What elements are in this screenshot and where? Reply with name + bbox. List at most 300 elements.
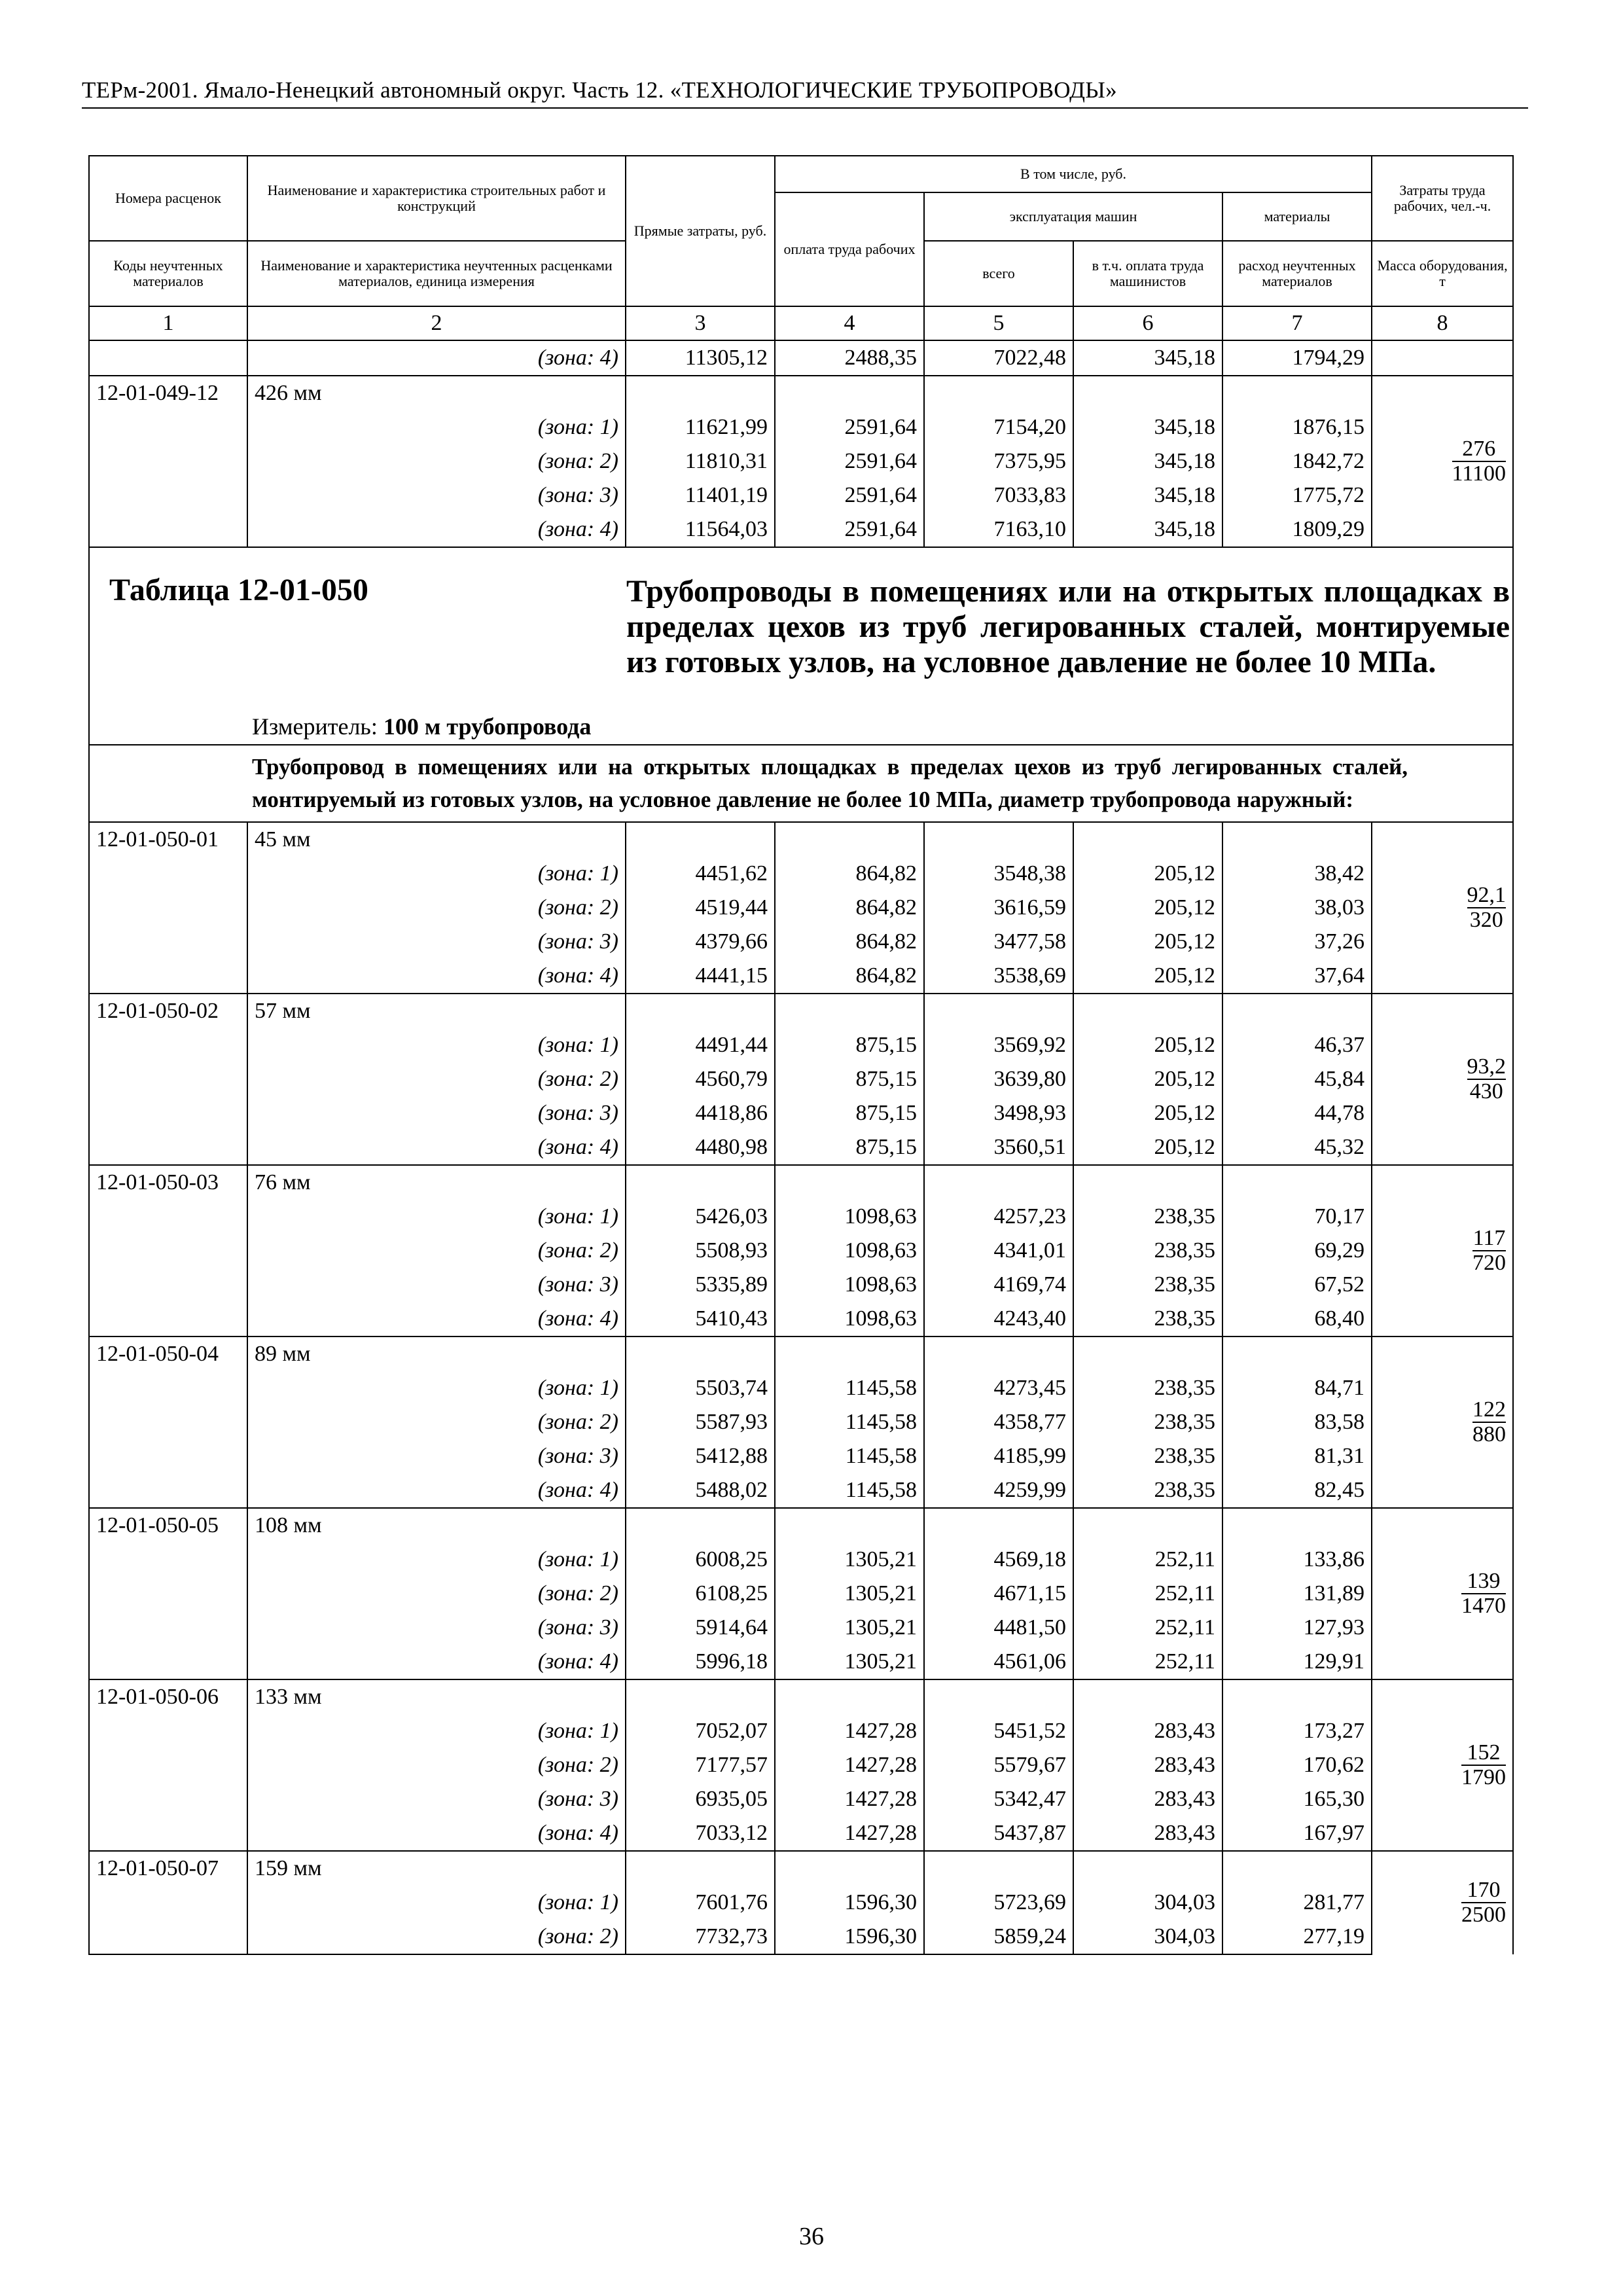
empty-cell xyxy=(89,410,247,444)
rate-row xyxy=(89,1336,1513,1371)
empty-cell xyxy=(89,1028,247,1062)
operators-cost: 205,12 xyxy=(1073,925,1222,959)
zone-row xyxy=(89,1200,1513,1234)
labor-mass-fraction xyxy=(1461,1878,1506,1927)
zone-row xyxy=(89,1302,1513,1336)
empty-cell xyxy=(89,1611,247,1645)
materials-cost: 83,58 xyxy=(1222,1405,1372,1439)
operators-cost: 238,35 xyxy=(1073,1371,1222,1405)
labor-cost: 864,82 xyxy=(775,959,924,994)
rate-code: 12-01-050-01 xyxy=(89,822,247,857)
materials-cost: 69,29 xyxy=(1222,1234,1372,1268)
table-number: Таблица 12-01-050 xyxy=(109,573,368,607)
zone-label: (зона: 2) xyxy=(247,1405,626,1439)
materials-cost: 127,93 xyxy=(1222,1611,1372,1645)
empty-cell xyxy=(89,1577,247,1611)
zone-label: (зона: 2) xyxy=(247,1577,626,1611)
table-title-row xyxy=(89,547,1513,745)
rate-name: 57 мм xyxy=(247,994,626,1028)
direct-cost: 6008,25 xyxy=(626,1543,775,1577)
table-title-cell xyxy=(89,547,1513,745)
direct-cost: 5587,93 xyxy=(626,1405,775,1439)
col4-header: оплата труда рабочих xyxy=(775,192,924,306)
machines-cost: 4259,99 xyxy=(924,1473,1073,1508)
empty-cell xyxy=(924,1679,1073,1714)
empty-cell xyxy=(924,994,1073,1028)
materials-cost: 67,52 xyxy=(1222,1268,1372,1302)
zone-label: (зона: 4) xyxy=(247,340,626,376)
zone-label: (зона: 1) xyxy=(247,410,626,444)
empty-cell xyxy=(1222,1336,1372,1371)
column-number: 5 xyxy=(924,306,1073,340)
zone-label: (зона: 3) xyxy=(247,1096,626,1130)
direct-cost: 11810,31 xyxy=(626,444,775,478)
zone-row xyxy=(89,1816,1513,1851)
empty-cell xyxy=(89,1816,247,1851)
labor-cost: 1145,58 xyxy=(775,1371,924,1405)
machines-cost: 3616,59 xyxy=(924,891,1073,925)
empty-cell xyxy=(1222,1508,1372,1543)
machines-cost: 3639,80 xyxy=(924,1062,1073,1096)
equipment-mass: 880 xyxy=(1472,1422,1507,1446)
zone-label: (зона: 1) xyxy=(247,1886,626,1920)
labor-mass-fraction xyxy=(1472,1398,1506,1446)
labor-cost: 1305,21 xyxy=(775,1645,924,1679)
labor-hours: 170 xyxy=(1461,1878,1506,1903)
rate-name: 426 мм xyxy=(247,376,626,410)
col8-top-header: Затраты труда рабочих, чел.-ч. xyxy=(1372,156,1513,241)
meter-line xyxy=(252,710,591,743)
col1-header: Номера расценок xyxy=(89,156,247,241)
direct-cost: 11305,12 xyxy=(626,340,775,376)
empty-cell xyxy=(89,1096,247,1130)
direct-cost: 4491,44 xyxy=(626,1028,775,1062)
direct-cost: 11621,99 xyxy=(626,410,775,444)
column-number: 2 xyxy=(247,306,626,340)
direct-cost: 7033,12 xyxy=(626,1816,775,1851)
labor-cost: 1145,58 xyxy=(775,1439,924,1473)
direct-cost: 4560,79 xyxy=(626,1062,775,1096)
empty-cell xyxy=(1073,376,1222,410)
labor-cost: 1305,21 xyxy=(775,1577,924,1611)
materials-cost: 173,27 xyxy=(1222,1714,1372,1748)
materials-cost: 131,89 xyxy=(1222,1577,1372,1611)
labor-cost: 1427,28 xyxy=(775,1714,924,1748)
zone-label: (зона: 3) xyxy=(247,1268,626,1302)
labor-cost: 2591,64 xyxy=(775,444,924,478)
machines-cost: 4569,18 xyxy=(924,1543,1073,1577)
empty-cell xyxy=(775,1851,924,1886)
empty-cell xyxy=(1372,340,1513,376)
zone-row xyxy=(89,1268,1513,1302)
group-header: В том числе, руб. xyxy=(775,156,1372,192)
machines-cost: 4185,99 xyxy=(924,1439,1073,1473)
zone-label: (зона: 2) xyxy=(247,1234,626,1268)
empty-cell xyxy=(626,1508,775,1543)
zone-row xyxy=(89,1405,1513,1439)
operators-cost: 304,03 xyxy=(1073,1886,1222,1920)
empty-cell xyxy=(626,376,775,410)
labor-hours: 152 xyxy=(1461,1741,1506,1766)
zone-row xyxy=(89,1439,1513,1473)
empty-cell xyxy=(1073,1508,1222,1543)
empty-cell xyxy=(1073,1851,1222,1886)
zone-row xyxy=(89,1543,1513,1577)
machines-cost: 4341,01 xyxy=(924,1234,1073,1268)
labor-cost: 1427,28 xyxy=(775,1748,924,1782)
rate-row xyxy=(89,1165,1513,1200)
operators-cost: 238,35 xyxy=(1073,1439,1222,1473)
direct-cost: 5488,02 xyxy=(626,1473,775,1508)
empty-cell xyxy=(1222,1851,1372,1886)
operators-cost: 283,43 xyxy=(1073,1782,1222,1816)
empty-cell xyxy=(775,1679,924,1714)
materials-cost: 170,62 xyxy=(1222,1748,1372,1782)
machines-cost: 3560,51 xyxy=(924,1130,1073,1165)
rate-name: 89 мм xyxy=(247,1336,626,1371)
empty-cell xyxy=(924,1165,1073,1200)
empty-cell xyxy=(924,1508,1073,1543)
zone-label: (зона: 2) xyxy=(247,891,626,925)
rate-code: 12-01-049-12 xyxy=(89,376,247,410)
empty-cell xyxy=(626,822,775,857)
empty-cell xyxy=(924,376,1073,410)
machines-cost: 5859,24 xyxy=(924,1920,1073,1954)
meter-value: 100 м трубопровода xyxy=(383,713,592,740)
labor-cost: 875,15 xyxy=(775,1062,924,1096)
labor-mass-cell xyxy=(1372,994,1513,1165)
zone-label: (зона: 3) xyxy=(247,1439,626,1473)
meter-label: Измеритель: xyxy=(252,713,378,740)
machines-cost: 7163,10 xyxy=(924,512,1073,547)
operators-cost: 345,18 xyxy=(1073,444,1222,478)
rate-row xyxy=(89,376,1513,410)
zone-label: (зона: 3) xyxy=(247,1782,626,1816)
section-description-row xyxy=(89,745,1513,822)
machines-cost: 4273,45 xyxy=(924,1371,1073,1405)
column-number: 1 xyxy=(89,306,247,340)
operators-cost: 283,43 xyxy=(1073,1816,1222,1851)
labor-hours: 92,1 xyxy=(1467,882,1507,907)
machines-cost: 7375,95 xyxy=(924,444,1073,478)
labor-cost: 864,82 xyxy=(775,857,924,891)
labor-cost: 1427,28 xyxy=(775,1782,924,1816)
labor-mass-fraction xyxy=(1452,437,1506,486)
zone-row xyxy=(89,1130,1513,1165)
zone-label: (зона: 2) xyxy=(247,1920,626,1954)
empty-cell xyxy=(1222,994,1372,1028)
col6-header: в т.ч. оплата труда машинистов xyxy=(1073,241,1222,306)
empty-cell xyxy=(89,1645,247,1679)
empty-cell xyxy=(924,1336,1073,1371)
zone-label: (зона: 4) xyxy=(247,1302,626,1336)
empty-cell xyxy=(89,1268,247,1302)
direct-cost: 5996,18 xyxy=(626,1645,775,1679)
materials-cost: 1794,29 xyxy=(1222,340,1372,376)
zone-label: (зона: 4) xyxy=(247,959,626,994)
rate-row xyxy=(89,994,1513,1028)
labor-hours: 139 xyxy=(1461,1570,1506,1594)
col2-bottom-header: Наименование и характеристика неучтенных расценками материалов, единица измерения xyxy=(247,241,626,306)
empty-cell xyxy=(1073,1165,1222,1200)
rate-code: 12-01-050-02 xyxy=(89,994,247,1028)
zone-row xyxy=(89,1714,1513,1748)
empty-cell xyxy=(924,822,1073,857)
empty-cell xyxy=(89,1371,247,1405)
equipment-mass: 720 xyxy=(1472,1250,1507,1275)
equipment-mass: 2500 xyxy=(1461,1903,1507,1927)
zone-row xyxy=(89,1577,1513,1611)
rate-name: 76 мм xyxy=(247,1165,626,1200)
zone-label: (зона: 4) xyxy=(247,512,626,547)
direct-cost: 4441,15 xyxy=(626,959,775,994)
operators-cost: 205,12 xyxy=(1073,1028,1222,1062)
labor-mass-fraction xyxy=(1467,884,1507,932)
rate-name: 45 мм xyxy=(247,822,626,857)
empty-cell xyxy=(775,1336,924,1371)
operators-cost: 238,35 xyxy=(1073,1234,1222,1268)
empty-cell xyxy=(924,1851,1073,1886)
empty-cell xyxy=(626,1336,775,1371)
col8-bottom-header: Масса оборудования, т xyxy=(1372,241,1513,306)
zone-row xyxy=(89,1748,1513,1782)
operators-cost: 252,11 xyxy=(1073,1645,1222,1679)
empty-cell xyxy=(626,1679,775,1714)
operators-cost: 238,35 xyxy=(1073,1473,1222,1508)
machines-cost: 3548,38 xyxy=(924,857,1073,891)
col3-header: Прямые затраты, руб. xyxy=(626,156,775,306)
zone-row xyxy=(89,478,1513,512)
column-numbers-row xyxy=(89,306,1513,340)
operators-cost: 238,35 xyxy=(1073,1268,1222,1302)
materials-cost: 1876,15 xyxy=(1222,410,1372,444)
empty-cell xyxy=(89,1920,247,1954)
zone-row xyxy=(89,857,1513,891)
column-number: 4 xyxy=(775,306,924,340)
machines-cost: 7033,83 xyxy=(924,478,1073,512)
direct-cost: 5914,64 xyxy=(626,1611,775,1645)
labor-mass-fraction xyxy=(1472,1227,1506,1275)
zone-row xyxy=(89,1920,1513,1954)
materials-cost: 38,03 xyxy=(1222,891,1372,925)
direct-cost: 7732,73 xyxy=(626,1920,775,1954)
empty-cell xyxy=(1222,376,1372,410)
machines-cost: 5451,52 xyxy=(924,1714,1073,1748)
zone-row xyxy=(89,512,1513,547)
rate-name: 159 мм xyxy=(247,1851,626,1886)
materials-cost: 37,64 xyxy=(1222,959,1372,994)
operators-cost: 345,18 xyxy=(1073,410,1222,444)
labor-cost: 864,82 xyxy=(775,891,924,925)
materials-cost: 45,84 xyxy=(1222,1062,1372,1096)
page-number: 36 xyxy=(799,2223,824,2250)
empty-cell xyxy=(1222,1165,1372,1200)
rate-row xyxy=(89,822,1513,857)
materials-cost: 1842,72 xyxy=(1222,444,1372,478)
zone-label: (зона: 4) xyxy=(247,1816,626,1851)
col2-header: Наименование и характеристика строительных работ и конструкций xyxy=(247,156,626,241)
operators-cost: 345,18 xyxy=(1073,478,1222,512)
labor-mass-cell xyxy=(1372,1165,1513,1336)
zone-row xyxy=(89,1371,1513,1405)
machines-cost: 4169,74 xyxy=(924,1268,1073,1302)
empty-cell xyxy=(89,512,247,547)
operators-cost: 238,35 xyxy=(1073,1302,1222,1336)
empty-cell xyxy=(89,478,247,512)
operators-cost: 345,18 xyxy=(1073,512,1222,547)
labor-hours: 122 xyxy=(1472,1397,1507,1422)
materials-cost: 38,42 xyxy=(1222,857,1372,891)
labor-cost: 2488,35 xyxy=(775,340,924,376)
direct-cost: 4379,66 xyxy=(626,925,775,959)
operators-cost: 252,11 xyxy=(1073,1577,1222,1611)
column-number: 8 xyxy=(1372,306,1513,340)
rate-name: 108 мм xyxy=(247,1508,626,1543)
labor-cost: 1305,21 xyxy=(775,1611,924,1645)
operators-cost: 238,35 xyxy=(1073,1405,1222,1439)
zone-row xyxy=(89,925,1513,959)
machines-cost: 7022,48 xyxy=(924,340,1073,376)
empty-cell xyxy=(89,1543,247,1577)
rate-row xyxy=(89,1851,1513,1886)
zone-row xyxy=(89,1096,1513,1130)
zone-label: (зона: 3) xyxy=(247,1611,626,1645)
labor-cost: 875,15 xyxy=(775,1130,924,1165)
zone-label: (зона: 1) xyxy=(247,1714,626,1748)
direct-cost: 7601,76 xyxy=(626,1886,775,1920)
labor-mass-cell xyxy=(1372,1508,1513,1679)
rate-code: 12-01-050-07 xyxy=(89,1851,247,1886)
rate-name: 133 мм xyxy=(247,1679,626,1714)
table-title: Трубопроводы в помещениях или на открытых площадках в пределах цехов из труб легированных сталей, монтируемые из готовых узлов, на условное давление не более 10 МПа. xyxy=(626,574,1510,679)
direct-cost: 4480,98 xyxy=(626,1130,775,1165)
empty-cell xyxy=(89,1714,247,1748)
materials-cost: 1775,72 xyxy=(1222,478,1372,512)
empty-cell xyxy=(89,1405,247,1439)
machines-cost: 4257,23 xyxy=(924,1200,1073,1234)
empty-cell xyxy=(89,444,247,478)
operators-cost: 283,43 xyxy=(1073,1748,1222,1782)
column-number: 3 xyxy=(626,306,775,340)
labor-cost: 1427,28 xyxy=(775,1816,924,1851)
labor-mass-fraction xyxy=(1467,1055,1507,1103)
col1-bottom-header: Коды неучтенных материалов xyxy=(89,241,247,306)
pricing-table xyxy=(88,155,1514,1955)
zone-row xyxy=(89,1611,1513,1645)
empty-cell xyxy=(89,1234,247,1268)
zone-label: (зона: 1) xyxy=(247,1200,626,1234)
empty-cell xyxy=(775,1165,924,1200)
materials-cost: 46,37 xyxy=(1222,1028,1372,1062)
machines-cost: 7154,20 xyxy=(924,410,1073,444)
materials-cost: 84,71 xyxy=(1222,1371,1372,1405)
equipment-mass: 1470 xyxy=(1461,1593,1507,1618)
zone-row xyxy=(89,1645,1513,1679)
empty-cell xyxy=(89,1200,247,1234)
materials-cost: 70,17 xyxy=(1222,1200,1372,1234)
machines-cost: 3538,69 xyxy=(924,959,1073,994)
materials-cost: 68,40 xyxy=(1222,1302,1372,1336)
labor-cost: 875,15 xyxy=(775,1028,924,1062)
zone-label: (зона: 3) xyxy=(247,925,626,959)
labor-cost: 1145,58 xyxy=(775,1405,924,1439)
labor-cost: 2591,64 xyxy=(775,410,924,444)
machines-cost: 4671,15 xyxy=(924,1577,1073,1611)
materials-cost: 281,77 xyxy=(1222,1886,1372,1920)
operators-cost: 304,03 xyxy=(1073,1920,1222,1954)
operators-cost: 205,12 xyxy=(1073,1130,1222,1165)
empty-cell xyxy=(1073,1336,1222,1371)
materials-cost: 45,32 xyxy=(1222,1130,1372,1165)
empty-cell xyxy=(89,1782,247,1816)
direct-cost: 5412,88 xyxy=(626,1439,775,1473)
labor-cost: 875,15 xyxy=(775,1096,924,1130)
empty-cell xyxy=(626,1851,775,1886)
operators-cost: 205,12 xyxy=(1073,959,1222,994)
empty-cell xyxy=(1222,1679,1372,1714)
zone-row xyxy=(89,1062,1513,1096)
labor-cost: 2591,64 xyxy=(775,512,924,547)
zone-row xyxy=(89,1886,1513,1920)
labor-cost: 1098,63 xyxy=(775,1268,924,1302)
materials-cost: 133,86 xyxy=(1222,1543,1372,1577)
zone-label: (зона: 4) xyxy=(247,1473,626,1508)
empty-cell xyxy=(89,1302,247,1336)
column-number: 7 xyxy=(1222,306,1372,340)
empty-cell xyxy=(89,1748,247,1782)
labor-mass-cell xyxy=(1372,1851,1513,1954)
materials-cost: 81,31 xyxy=(1222,1439,1372,1473)
labor-mass-cell xyxy=(1372,376,1513,547)
machines-cost: 4481,50 xyxy=(924,1611,1073,1645)
empty-cell xyxy=(1073,822,1222,857)
zone-label: (зона: 4) xyxy=(247,1645,626,1679)
zone-label: (зона: 1) xyxy=(247,857,626,891)
operators-cost: 205,12 xyxy=(1073,891,1222,925)
direct-cost: 11401,19 xyxy=(626,478,775,512)
col7-header: расход неучтенных материалов xyxy=(1222,241,1372,306)
zone-row xyxy=(89,1234,1513,1268)
empty-cell xyxy=(89,891,247,925)
empty-cell xyxy=(1222,822,1372,857)
empty-cell xyxy=(1073,1679,1222,1714)
direct-cost: 7177,57 xyxy=(626,1748,775,1782)
empty-cell xyxy=(1073,994,1222,1028)
operators-cost: 205,12 xyxy=(1073,1096,1222,1130)
empty-cell xyxy=(89,1473,247,1508)
zone-label: (зона: 2) xyxy=(247,1748,626,1782)
zone-label: (зона: 2) xyxy=(247,444,626,478)
zone-label: (зона: 1) xyxy=(247,1028,626,1062)
direct-cost: 7052,07 xyxy=(626,1714,775,1748)
labor-hours: 276 xyxy=(1452,437,1506,462)
equipment-mass: 1790 xyxy=(1461,1765,1507,1789)
labor-cost: 864,82 xyxy=(775,925,924,959)
labor-cost: 1098,63 xyxy=(775,1200,924,1234)
machines-cost: 5342,47 xyxy=(924,1782,1073,1816)
operators-cost: 205,12 xyxy=(1073,1062,1222,1096)
labor-mass-fraction xyxy=(1461,1741,1506,1789)
machines-cost: 5723,69 xyxy=(924,1886,1073,1920)
machines-cost: 3477,58 xyxy=(924,925,1073,959)
empty-cell xyxy=(626,1165,775,1200)
rate-row xyxy=(89,1508,1513,1543)
rate-code: 12-01-050-04 xyxy=(89,1336,247,1371)
labor-cost: 1145,58 xyxy=(775,1473,924,1508)
col5-header: всего xyxy=(924,241,1073,306)
labor-hours: 93,2 xyxy=(1467,1054,1507,1079)
empty-cell xyxy=(89,959,247,994)
